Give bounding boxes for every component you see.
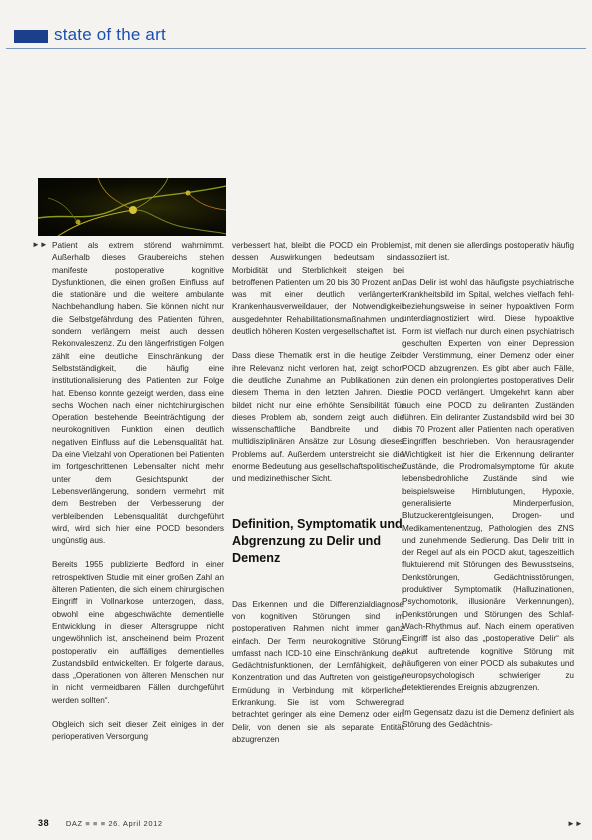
paragraph: Bereits 1955 publizierte Bedford in einer retrospektiven Studie mit einer großen Zahl an älteren Patienten, die sich einem chirurgischen Eingriff in Vollnarkose unterzogen, dass, obwohl eine abgeschwächte dementielle Entwicklung in dieser Altersgruppe nicht ungewöhnlich ist, anscheinend beim Prozent postoperativ ein auffälliges dementielles Zustandsbild entwickelten. Er folgerte daraus, dass „Operationen von älteren Menschen nur in nicht vermeidbaren Fällen durchgeführt werden sollten“. — [52, 560, 224, 705]
paragraph: Dass diese Thematik erst in die heutige Zeit ihre Relevanz nicht verloren hat, zeigt schon die deutliche Zunahme an Publikationen zu diesem Thema in den letzten Jahren. Dies bildet nicht nur eine erhöhte Sensibilität für dieses Problem ab, sondern zeigt auch die wissenschaftliche Bandbreite und die multidisziplinären Ansätze zur Lösung dieses Problems auf. Außerdem unterstreicht sie die enorme Bedeutung aus gesellschaftspolitischer und medizinethischer Sicht. — [232, 351, 404, 484]
paragraph: Obgleich sich seit dieser Zeit einiges in der perioperativen Versorgung — [52, 719, 224, 742]
paragraph: verbessert hat, bleibt die POCD ein Problem, dessen Auswirkungen bedeutsam sind. Morbidität und Sterblichkeit steigen bei betroffenen Patienten um 20 bis 30 Prozent an, was mit einer deutlich verlängerten Krankenhausverweildauer, der Notwendigkeit ausgedehnter Rehabilitationsmaßnahmen und deutlich höheren Kosten vergesellschaftet ist. — [232, 241, 404, 337]
paragraph: Das Delir ist wohl das häufigste psychiatrische Krankheitsbild im Spital, welches vielfach fehl- beziehungsweise in seiner hypoaktiven Form unterdiagnostiziert wird. Diese hypoaktive Form ist vielfach nur durch einen psychiatrisch geschulten Experten von einer Depression oder Verstimmung, einer Demenz oder einer POCD abzugrenzen. Es gibt aber auch Fälle, in denen ein prolongiertes postoperatives Delir die POCD verlängert. Umgekehrt kann aber auch eine POCD zu deliranten Zuständen führen. Ein deliranter Zustandsbild wird bei 30 bis 70 Prozent aller Patienten nach operativen Eingriffen beschrieben. Von herausragender Wichtigkeit ist hier die Erkennung deliranter Zustände, die Prodromalsymptome für akute lebensbedrohliche Zustände sind wie beispielsweise Hirnblutungen, Hypoxie, generalisierte Minderperfusion, Blutzuckerentgleisungen, Drogen- und Medikamentenentzug, Pathologien des ZNS und zunehmende Sedierung. Das Delir tritt in der Regel auf als ein POCD akut, tageszeitlich fluktuierend mit Störungen des Bewusstseins, Denkstörungen, Gedächtnisstörungen, produktiver Symptomatik (Halluzinationen, Psychomotorik, illusionäre Verkennungen), Denkstörungen und Störungen des Schlaf-Wach-Rhythmus auf. Nach einem operativen Eingriff ist also das „postoperative Delir“ als akut auftretende kognitive Störung mit häufigeren von einer POCD als subakutes und neuropsychologisch schwieriger zu detektierendes Ereignis abzugrenzen. — [402, 277, 574, 693]
issue-info: DAZ ≡ ≡ ≡ 26. April 2012 — [65, 819, 163, 828]
article-column-1 — [52, 240, 224, 756]
page-number: 38 — [38, 818, 50, 828]
article-column-3 — [402, 240, 574, 743]
next-page-arrow-icon: ►► — [567, 819, 583, 828]
continuation-arrow-icon: ►► — [32, 240, 48, 249]
neuron-illustration — [38, 178, 226, 236]
paragraph: Im Gegensatz dazu ist die Demenz definiert als Störung des Gedächtnis- — [402, 707, 574, 729]
header-rule — [6, 48, 586, 49]
section-heading: Definition, Symptomatik und Abgrenzung zu Delir und Demenz — [232, 516, 403, 565]
page-footer — [38, 818, 163, 828]
section-marker — [14, 30, 48, 43]
neuron-photo — [38, 178, 226, 236]
paragraph: Das Erkennen und die Differenzialdiagnose von kognitiven Störungen sind im postoperativen Rahmen nicht immer ganz einfach. Der Term neurokognitive Störung“ umfasst nach ICD-10 eine Einschränkung der Gedächtnisfunktionen, der Lernfähigkeit, der Konzentration und das Auftreten von geistiger Ermüdung in Verbindung mit körperlicher Erkrankung. Sie ist vom Schweregrad betrachtet geringer als eine Demenz oder ein Delir, von denen sie als separate Entität abzugrenzen — [232, 599, 404, 744]
paragraph: ist, mit denen sie allerdings postoperativ häufig assoziiert ist. — [402, 241, 574, 263]
paragraph: Patient als extrem störend wahrnimmt. Außerhalb dieses Graubereichs stehen manifeste postoperative kognitive Dysfunktionen, die einen großen Einfluss auf die stationäre und die weitere ambulante Nachbehandlung haben. Sie können nicht nur die Selbstgefährdung des Patienten führen, sondern verlängern meist auch dessen Rekonvaleszenz. Zu den längerfristigen Folgen zählt eine deutliche Einschränkung der Selbstständigkeit, die häufig eine institutionalisierung des Patienten zur Folge hat. Ebenso konnte gezeigt werden, dass eine sechs Wochen nach einer nichtchirurgischen Operation bestehende Beeinträchtigung der neurokognitiven Funktion einen deutlich negativen Einfluss auf die Lebensqualität hat. Da eine Vielzahl von Operationen bei Patienten im fortgeschrittenen Lebensalter nicht mehr unter dem Gesichtspunkt der Lebensverlängerung, sondern vermehrt mit dem Bestreben der Verbesserung der verbleibenden Lebensqualität durchgeführt wird, wird sich hier eine POCD besonders ungünstig aus. — [52, 241, 224, 546]
article-column-2 — [232, 240, 404, 758]
section-title: state of the art — [54, 25, 166, 44]
section-header — [6, 26, 586, 50]
